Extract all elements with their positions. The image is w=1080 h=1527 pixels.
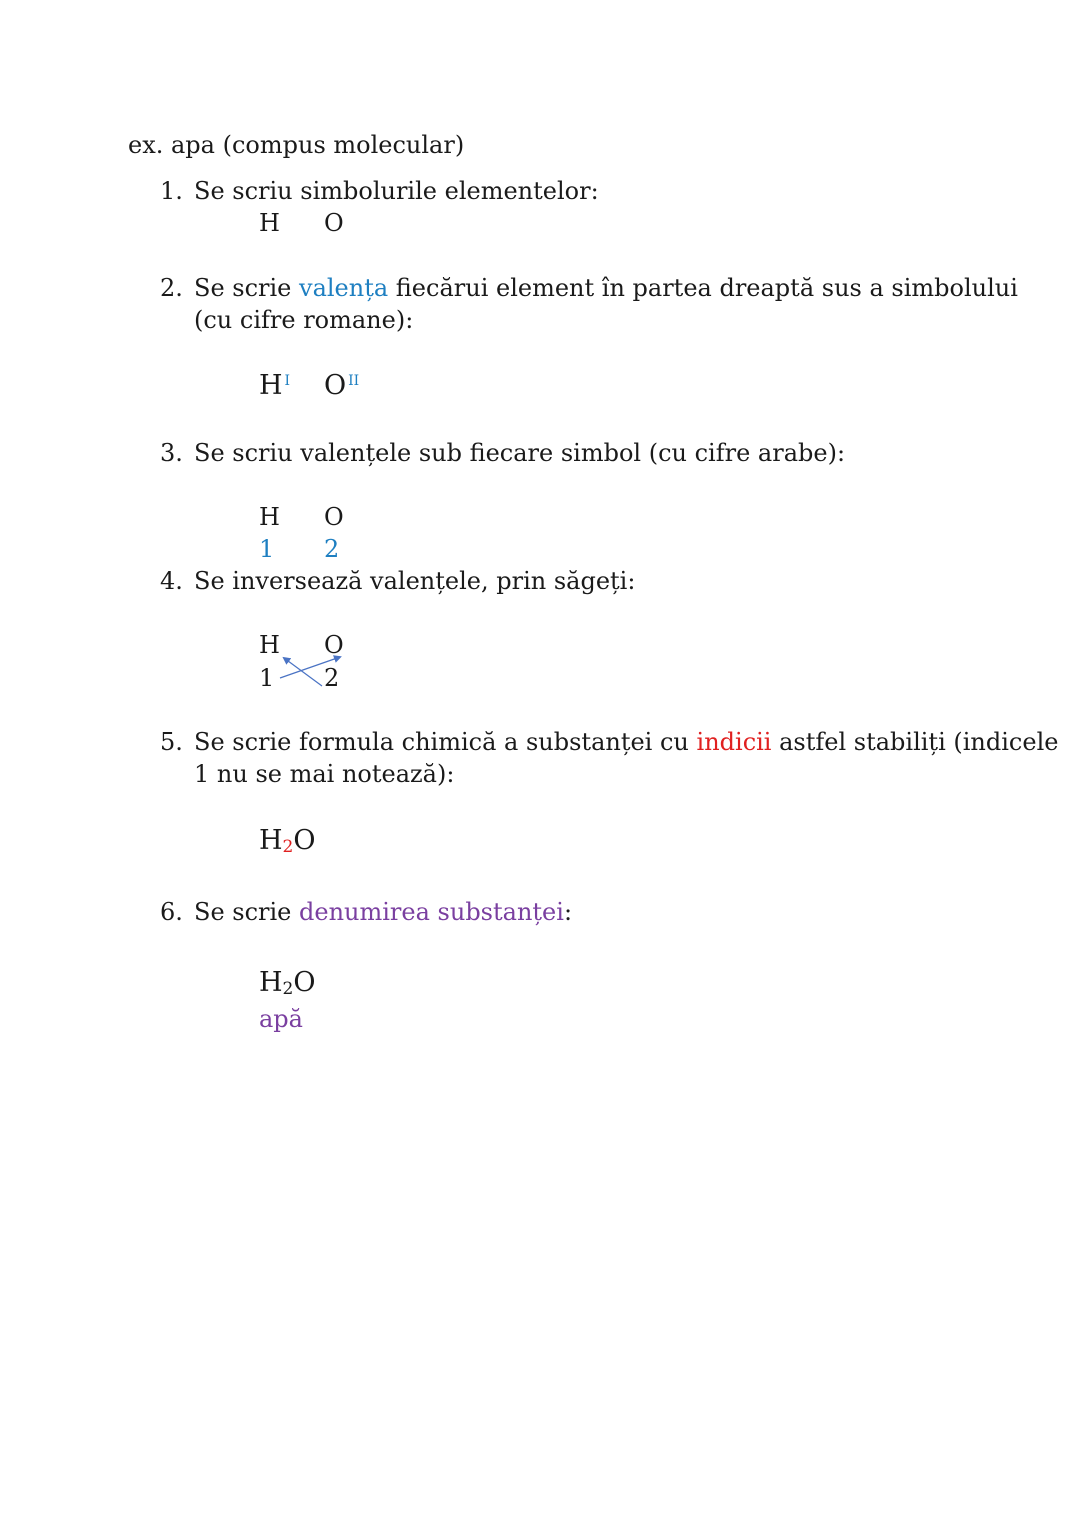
step-4-text: Se inversează valențele, prin săgeți: [194,567,636,595]
step-1-symbol-h: H [259,209,280,237]
step-4-symbol-h: H [259,631,280,659]
step-5-text-line2: 1 nu se mai notează): [194,760,455,788]
step-4-valence-2: 2 [324,664,340,692]
step-1-number: 1. [160,177,183,205]
step-1-symbol-o: O [324,209,344,237]
step-2-symbol-o: O $^{II}$ [324,370,360,401]
formula-index: 2 [282,979,294,999]
valence-highlight: valența [299,274,389,302]
step-6-number: 6. [160,898,183,926]
step-3-text: Se scriu valențele sub fiecare simbol (cu cifre arabe): [194,439,846,467]
arrow-to-h [284,658,322,686]
indices-highlight: indicii [696,728,772,756]
roman-valence-h: I [284,373,291,389]
step-3-valence-2: 2 [324,535,340,563]
step-4-number: 4. [160,567,183,595]
roman-valence-o: II [348,373,360,389]
name-highlight: denumirea substanței [299,898,564,926]
substance-name: apă [259,1005,303,1033]
cross-arrows [270,650,350,690]
step-5-formula: H2O [259,825,316,857]
step-2-text: Se scrie valența fiecărui element în partea dreaptă sus a simbolului [194,274,1018,302]
step-2-number: 2. [160,274,183,302]
step-5-text: Se scrie formula chimică a substanței cu indicii astfel stabiliți (indicele [194,728,1059,756]
step-3-valence-1: 1 [259,535,275,563]
step-3-number: 3. [160,439,183,467]
step-1-text: Se scriu simbolurile elementelor: [194,177,599,205]
arrow-to-o [280,657,340,678]
step-3-symbol-o: O [324,503,344,531]
step-6-text: Se scrie denumirea substanței: [194,898,573,926]
intro-line: ex. apa (compus molecular) [128,131,465,159]
step-5-number: 5. [160,728,183,756]
step-2-symbol-h: H $^I$ [259,370,291,401]
step-6-formula: H2O [259,967,316,999]
formula-index: 2 [282,837,294,857]
step-4-valence-1: 1 [259,664,275,692]
step-4-symbol-o: O [324,631,344,659]
step-3-symbol-h: H [259,503,280,531]
step-2-text-line2: (cu cifre romane): [194,306,414,334]
